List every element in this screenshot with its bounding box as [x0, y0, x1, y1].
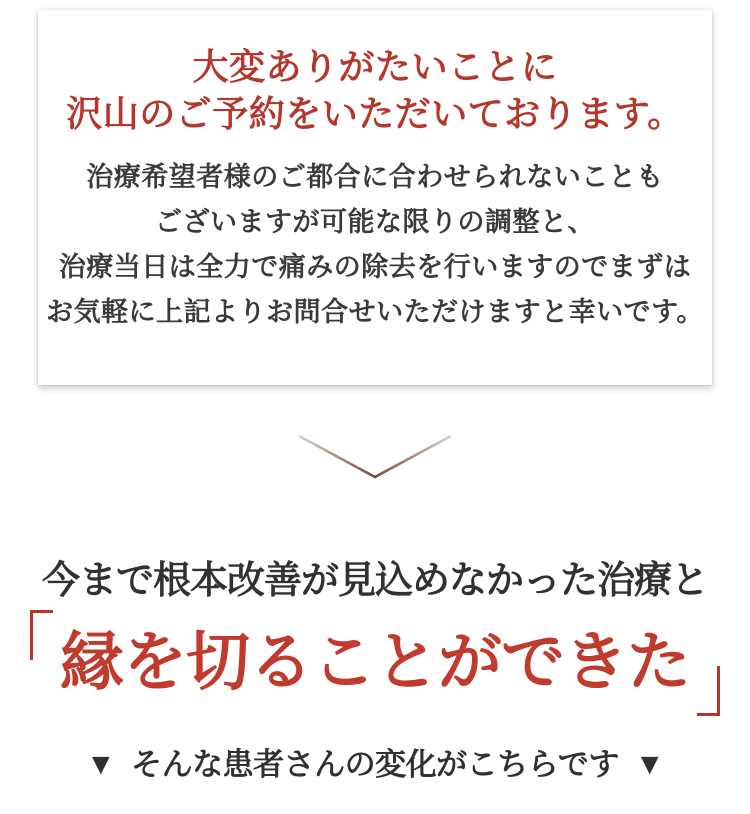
- reservation-card: [38, 10, 712, 385]
- open-corner-bracket-icon: [30, 610, 53, 660]
- close-corner-bracket-icon: [697, 666, 720, 716]
- down-triangle-icon: ▼: [634, 748, 665, 781]
- chevron-down-icon: [295, 433, 455, 486]
- card-heading-line1: 大変ありがたいことに: [192, 46, 558, 88]
- footer-heading-text: そんな患者さんの変化がこちらです: [131, 747, 619, 782]
- card-body-line: ございますが可能な限りの調整と、: [155, 207, 595, 237]
- card-body-line: 治療当日は全力で痛みの除去を行いますのでまずは: [58, 252, 692, 282]
- quote-block: [0, 606, 750, 720]
- card-heading: [38, 44, 712, 138]
- card-body: [38, 155, 712, 335]
- card-body-line: 治療希望者様のご都合に合わせられないことも: [86, 162, 664, 192]
- quote-text: 縁を切ることができた: [60, 625, 690, 700]
- down-triangle-icon: ▼: [85, 748, 116, 781]
- card-body-line: お気軽に上記よりお問合せいただけますと幸いです。: [46, 297, 704, 327]
- card-heading-line2: 沢山のご予約をいただいております。: [66, 93, 684, 135]
- footer-heading: [0, 739, 750, 784]
- lead-heading: 今まで根本改善が見込めなかった治療と: [41, 560, 708, 602]
- section-divider: [0, 433, 750, 486]
